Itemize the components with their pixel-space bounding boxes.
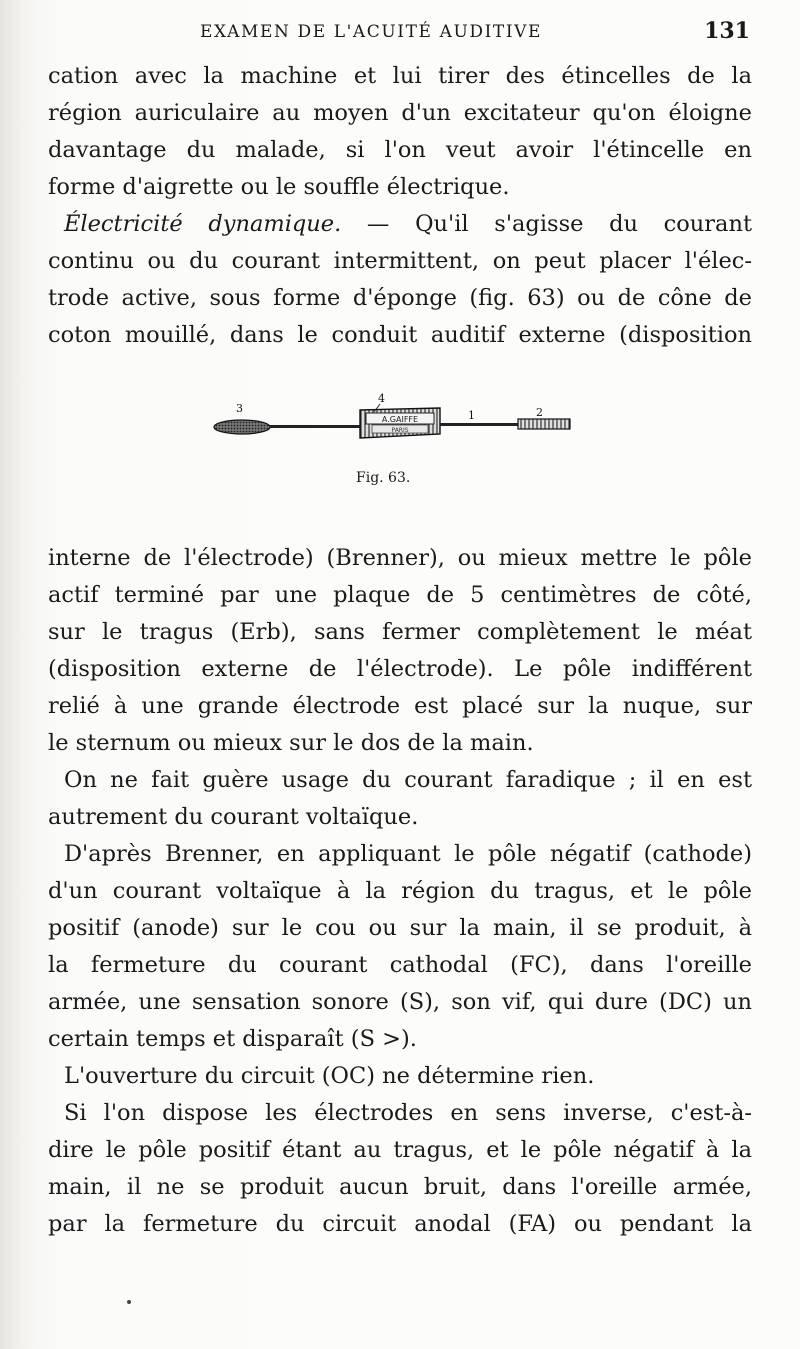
page-number: 131 xyxy=(704,18,750,44)
text-line: davantage du malade, si l'on veut avoir l'étincelle en xyxy=(48,137,752,163)
text-line: armée, une sensation sonore (S), son vif, qui dure (DC) un xyxy=(48,989,752,1015)
figure-label-4: 4 xyxy=(378,392,385,405)
maker-mark-city: PARIS xyxy=(391,427,409,434)
figure-caption: Fig. 63. xyxy=(356,470,411,486)
connector-end xyxy=(518,419,570,429)
figure-electrode xyxy=(200,388,600,448)
figure-label-2: 2 xyxy=(536,406,543,419)
text-line: le sternum ou mieux sur le dos de la main. xyxy=(48,730,534,756)
text-line: Si l'on dispose les électrodes en sens inverse, c'est-à- xyxy=(64,1100,752,1126)
text-line: forme d'aigrette ou le souffle électrique. xyxy=(48,174,510,200)
text-line: actif terminé par une plaque de 5 centimètres de côté, xyxy=(48,582,752,608)
text-line: On ne fait guère usage du courant faradique ; il en est xyxy=(64,767,752,793)
text-line: la fermeture du courant cathodal (FC), dans l'oreille xyxy=(48,952,752,978)
text-line: continu ou du courant intermittent, on peut placer l'élec- xyxy=(48,248,752,274)
text-line: interne de l'électrode) (Brenner), ou mieux mettre le pôle xyxy=(48,545,752,571)
text-line xyxy=(48,206,752,243)
section-label-rest: — Qu'il s'agisse du courant xyxy=(341,211,752,237)
text-line: sur le tragus (Erb), sans fermer complètement le méat xyxy=(48,619,752,645)
paragraph-block-top xyxy=(48,58,752,206)
text-line: cation avec la machine et lui tirer des étincelles de la xyxy=(48,63,752,89)
page-header xyxy=(0,18,800,52)
text-line: par la fermeture du circuit anodal (FA) ou pendant la xyxy=(48,1211,752,1237)
figure-label-1: 1 xyxy=(468,409,475,422)
maker-mark: A.GAIFFE xyxy=(381,415,419,424)
paragraph-electricite xyxy=(48,206,752,354)
paper-speck xyxy=(127,1300,131,1304)
section-label: Électricité dynamique. xyxy=(64,211,342,237)
text-line: (disposition externe de l'électrode). Le pôle indifférent xyxy=(48,656,752,682)
electrode-rod-left xyxy=(270,425,360,428)
text-line: trode active, sous forme d'éponge (fig. 63) ou de cône de xyxy=(48,285,752,311)
running-head: EXAMEN DE L'ACUITÉ AUDITIVE xyxy=(200,22,543,42)
text-line: autrement du courant voltaïque. xyxy=(48,804,419,830)
figure-label-3: 3 xyxy=(236,402,243,415)
text-line: D'après Brenner, en appliquant le pôle négatif (cathode) xyxy=(64,841,752,867)
text-line: coton mouillé, dans le conduit auditif externe (disposition xyxy=(48,322,752,348)
text-line: relié à une grande électrode est placé sur la nuque, sur xyxy=(48,693,752,719)
text-line: L'ouverture du circuit (OC) ne détermine rien. xyxy=(64,1063,595,1089)
sponge-tip xyxy=(214,420,270,434)
text-line: région auriculaire au moyen d'un excitateur qu'on éloigne xyxy=(48,100,752,126)
paragraph-block-bottom xyxy=(48,540,752,1243)
text-line: dire le pôle positif étant au tragus, et le pôle négatif à la xyxy=(48,1137,752,1163)
electrode-illustration xyxy=(200,388,600,448)
text-line: main, il ne se produit aucun bruit, dans l'oreille armée, xyxy=(48,1174,752,1200)
text-line: d'un courant voltaïque à la région du tragus, et le pôle xyxy=(48,878,752,904)
electrode-rod-right xyxy=(440,423,520,426)
text-line: positif (anode) sur le cou ou sur la main, il se produit, à xyxy=(48,915,752,941)
text-line: certain temps et disparaît (S >). xyxy=(48,1026,417,1052)
